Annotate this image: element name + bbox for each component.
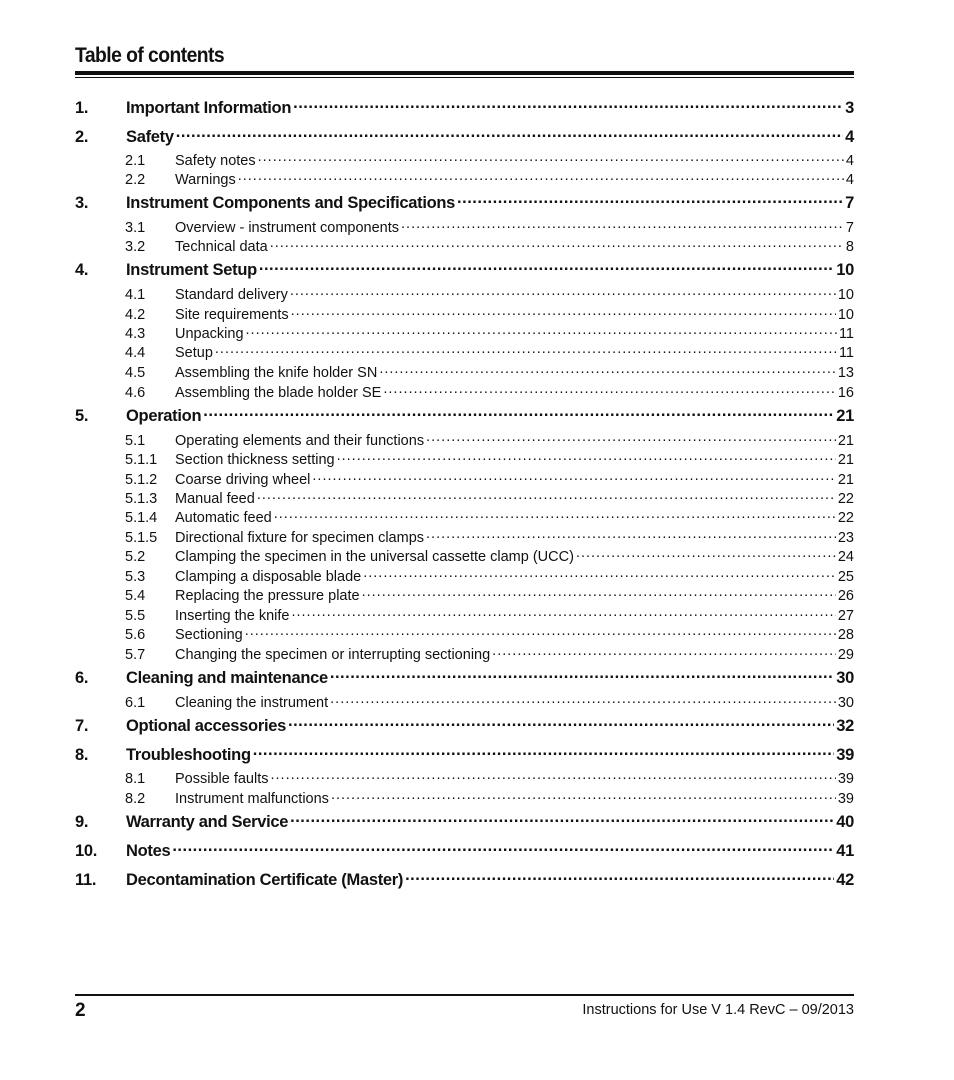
- toc-entry-page: 22: [837, 490, 854, 507]
- toc-section-entry[interactable]: [75, 605, 854, 624]
- toc-entry-page: 42: [836, 870, 854, 889]
- toc-entry-title: Instrument Components and Specifications: [126, 193, 456, 212]
- toc-chapter-entry[interactable]: [75, 404, 854, 426]
- toc-entry-title: Directional fixture for specimen clamps: [175, 529, 425, 546]
- toc-dot-leader: [330, 692, 836, 707]
- toc-dot-leader: [492, 644, 836, 659]
- toc-section-entry[interactable]: [75, 284, 854, 303]
- toc-entry-title: Warranty and Service: [126, 812, 289, 831]
- toc-dot-leader: [383, 382, 836, 397]
- toc-entry-number: 4.2: [125, 306, 146, 323]
- toc-entry-title: Clamping the specimen in the universal cassette clamp (UCC): [175, 548, 574, 565]
- footer-page-number: 2: [75, 1000, 86, 1021]
- toc-entry-number: 1.: [75, 98, 89, 117]
- toc-entry-title: Standard delivery: [175, 286, 288, 303]
- toc-chapter-entry[interactable]: [75, 868, 854, 890]
- toc-entry-page: 3: [845, 98, 854, 117]
- toc-dot-leader: [331, 788, 836, 803]
- toc-entry-title: Sectioning: [175, 626, 243, 643]
- toc-dot-leader: [312, 469, 835, 484]
- toc-entry-number: 5.1.3: [125, 490, 158, 507]
- toc-dot-leader: [293, 96, 843, 113]
- toc-entry-title: Cleaning the instrument: [175, 694, 329, 711]
- toc-entry-page: 30: [837, 694, 854, 711]
- toc-dot-leader: [274, 507, 836, 522]
- toc-entry-page: 41: [836, 841, 854, 860]
- toc-dot-leader: [253, 743, 834, 760]
- toc-entry-number: 3.1: [125, 219, 146, 236]
- toc-entry-number: 5.2: [125, 548, 146, 565]
- toc-entry-page: 39: [837, 790, 854, 807]
- toc-entry-title: Assembling the blade holder SE: [175, 384, 382, 401]
- toc-entry-title: Safety: [126, 127, 174, 146]
- toc-entry-title: Changing the specimen or interrupting sectioning: [175, 646, 491, 663]
- toc-entry-number: 5.5: [125, 607, 146, 624]
- toc-entry-title: Technical data: [175, 238, 268, 255]
- toc-entry-title: Warnings: [175, 171, 236, 188]
- toc-entry-number: 3.2: [125, 238, 146, 255]
- toc-dot-leader: [270, 236, 844, 251]
- toc-entry-page: 28: [837, 626, 854, 643]
- toc-dot-leader: [457, 191, 843, 208]
- toc-entry-title: Possible faults: [175, 770, 269, 787]
- toc-section-entry[interactable]: [75, 585, 854, 604]
- toc-chapter-entry[interactable]: [75, 743, 854, 765]
- toc-entry-title: Overview - instrument components: [175, 219, 400, 236]
- toc-section-entry[interactable]: [75, 469, 854, 488]
- toc-dot-leader: [172, 839, 834, 856]
- toc-chapter-entry[interactable]: [75, 191, 854, 213]
- toc-entry-title: Inserting the knife: [175, 607, 290, 624]
- toc-entry-number: 2.: [75, 127, 89, 146]
- toc-dot-leader: [337, 449, 836, 464]
- toc-entry-number: 5.1.1: [125, 451, 158, 468]
- toc-entry-title: Assembling the knife holder SN: [175, 364, 378, 381]
- toc-entry-number: 5.: [75, 406, 89, 425]
- toc-dot-leader: [246, 323, 837, 338]
- toc-entry-page: 10: [837, 286, 854, 303]
- toc-section-entry[interactable]: [75, 768, 854, 787]
- toc-section-entry[interactable]: [75, 362, 854, 381]
- toc-entry-page: 4: [845, 171, 854, 188]
- toc-section-entry[interactable]: [75, 507, 854, 526]
- toc-entry-number: 8.2: [125, 790, 146, 807]
- toc-dot-leader: [291, 304, 836, 319]
- toc-entry-number: 11.: [75, 870, 97, 889]
- toc-entry-title: Notes: [126, 841, 171, 860]
- toc-entry-page: 10: [836, 260, 854, 279]
- toc-dot-leader: [290, 810, 834, 827]
- toc-chapter-entry[interactable]: [75, 666, 854, 688]
- toc-entry-page: 40: [836, 812, 854, 831]
- toc-entry-page: 21: [837, 432, 854, 449]
- toc-entry-page: 29: [837, 646, 854, 663]
- toc-entry-page: 24: [837, 548, 854, 565]
- toc-section-entry[interactable]: [75, 449, 854, 468]
- toc-section-entry[interactable]: [75, 566, 854, 585]
- toc-dot-leader: [257, 488, 836, 503]
- toc-section-entry[interactable]: [75, 342, 854, 361]
- toc-dot-leader: [291, 605, 835, 620]
- toc-entry-number: 5.6: [125, 626, 146, 643]
- toc-entry-page: 13: [837, 364, 854, 381]
- footer-rule: [75, 994, 854, 996]
- toc-section-entry[interactable]: [75, 323, 854, 342]
- toc-entry-number: 5.7: [125, 646, 146, 663]
- toc-entry-page: 21: [837, 451, 854, 468]
- toc-entry-title: Site requirements: [175, 306, 289, 323]
- toc-entry-number: 2.2: [125, 171, 146, 188]
- toc-chapter-entry[interactable]: [75, 810, 854, 832]
- toc-entry-number: 8.: [75, 745, 89, 764]
- toc-dot-leader: [176, 125, 843, 142]
- page-title: Table of contents: [75, 44, 225, 67]
- toc-section-entry[interactable]: [75, 304, 854, 323]
- toc-entry-page: 11: [838, 325, 854, 342]
- toc-entry-title: Cleaning and maintenance: [126, 668, 328, 687]
- toc-section-entry[interactable]: [75, 488, 854, 507]
- title-rule-thick: [75, 71, 854, 75]
- toc-section-entry[interactable]: [75, 430, 854, 449]
- toc-entry-title: Safety notes: [175, 152, 256, 169]
- toc-entry-number: 5.1.2: [125, 471, 158, 488]
- toc-entry-title: Manual feed: [175, 490, 255, 507]
- toc-entry-page: 26: [837, 587, 854, 604]
- footer-document-info: Instructions for Use V 1.4 RevC – 09/2013: [582, 1002, 854, 1018]
- toc-entry-number: 4.1: [125, 286, 146, 303]
- toc-entry-title: Operating elements and their functions: [175, 432, 425, 449]
- toc-chapter-entry[interactable]: [75, 125, 854, 147]
- toc-entry-number: 10.: [75, 841, 98, 860]
- toc-dot-leader: [426, 527, 836, 542]
- toc-entry-number: 8.1: [125, 770, 146, 787]
- toc-entry-number: 6.: [75, 668, 89, 687]
- toc-entry-page: 32: [836, 716, 854, 735]
- toc-dot-leader: [401, 217, 844, 232]
- toc-dot-leader: [215, 342, 837, 357]
- toc-section-entry[interactable]: [75, 624, 854, 643]
- toc-chapter-entry[interactable]: [75, 714, 854, 736]
- toc-dot-leader: [259, 258, 834, 275]
- toc-entry-title: Instrument Setup: [126, 260, 257, 279]
- toc-dot-leader: [426, 430, 836, 445]
- toc-section-entry[interactable]: [75, 217, 854, 236]
- toc-entry-page: 8: [845, 238, 854, 255]
- toc-entry-page: 10: [837, 306, 854, 323]
- toc-entry-number: 9.: [75, 812, 89, 831]
- toc-section-entry[interactable]: [75, 788, 854, 807]
- toc-entry-title: Automatic feed: [175, 509, 272, 526]
- toc-dot-leader: [288, 714, 834, 731]
- toc-entry-number: 3.: [75, 193, 89, 212]
- toc-entry-title: Important Information: [126, 98, 292, 117]
- toc-dot-leader: [576, 546, 836, 561]
- toc-dot-leader: [379, 362, 836, 377]
- toc-entry-page: 27: [837, 607, 854, 624]
- toc-entry-title: Troubleshooting: [126, 745, 251, 764]
- toc-dot-leader: [330, 666, 834, 683]
- toc-entry-title: Replacing the pressure plate: [175, 587, 360, 604]
- toc-entry-number: 5.4: [125, 587, 146, 604]
- toc-entry-number: 4.4: [125, 344, 146, 361]
- toc-entry-title: Decontamination Certificate (Master): [126, 870, 404, 889]
- toc-dot-leader: [290, 284, 836, 299]
- toc-entry-page: 4: [845, 152, 854, 169]
- toc-dot-leader: [238, 169, 844, 184]
- toc-dot-leader: [271, 768, 836, 783]
- toc-dot-leader: [245, 624, 836, 639]
- toc-section-entry[interactable]: [75, 527, 854, 546]
- toc-section-entry[interactable]: [75, 236, 854, 255]
- toc-entry-number: 4.: [75, 260, 89, 279]
- toc-dot-leader: [362, 585, 836, 600]
- toc-dot-leader: [363, 566, 836, 581]
- toc-entry-number: 5.3: [125, 568, 146, 585]
- toc-entry-page: 30: [836, 668, 854, 687]
- toc-entry-title: Unpacking: [175, 325, 244, 342]
- toc-entry-title: Operation: [126, 406, 202, 425]
- toc-entry-page: 39: [836, 745, 854, 764]
- toc-entry-page: 16: [837, 384, 854, 401]
- toc-entry-title: Optional accessories: [126, 716, 286, 735]
- toc-entry-title: Setup: [175, 344, 213, 361]
- toc-entry-page: 4: [845, 127, 854, 146]
- toc-dot-leader: [258, 150, 844, 165]
- toc-section-entry[interactable]: [75, 692, 854, 711]
- toc-section-entry[interactable]: [75, 382, 854, 401]
- toc-entry-number: 7.: [75, 716, 89, 735]
- toc-entry-title: Clamping a disposable blade: [175, 568, 362, 585]
- toc-section-entry[interactable]: [75, 150, 854, 169]
- title-rule-thin: [75, 77, 854, 78]
- toc-entry-number: 5.1.5: [125, 529, 158, 546]
- toc-entry-page: 11: [838, 344, 854, 361]
- toc-entry-page: 25: [837, 568, 854, 585]
- toc-entry-number: 4.3: [125, 325, 146, 342]
- toc-entry-number: 5.1.4: [125, 509, 158, 526]
- toc-chapter-entry[interactable]: [75, 839, 854, 861]
- toc-entry-page: 21: [836, 406, 854, 425]
- toc-section-entry[interactable]: [75, 644, 854, 663]
- toc-entry-title: Section thickness setting: [175, 451, 335, 468]
- toc-entry-page: 7: [845, 193, 854, 212]
- toc-section-entry[interactable]: [75, 169, 854, 188]
- toc-entry-number: 4.5: [125, 364, 146, 381]
- toc-dot-leader: [203, 404, 834, 421]
- toc-entry-number: 4.6: [125, 384, 146, 401]
- toc-entry-page: 39: [837, 770, 854, 787]
- toc-chapter-entry[interactable]: [75, 96, 854, 118]
- toc-section-entry[interactable]: [75, 546, 854, 565]
- toc-entry-number: 2.1: [125, 152, 146, 169]
- toc-entry-page: 7: [845, 219, 854, 236]
- toc-entry-number: 6.1: [125, 694, 146, 711]
- toc-dot-leader: [405, 868, 834, 885]
- toc-entry-number: 5.1: [125, 432, 146, 449]
- toc-entry-page: 22: [837, 509, 854, 526]
- toc-entry-title: Instrument malfunctions: [175, 790, 329, 807]
- toc-entry-title: Coarse driving wheel: [175, 471, 311, 488]
- toc-chapter-entry[interactable]: [75, 258, 854, 280]
- toc-entry-page: 23: [837, 529, 854, 546]
- toc-entry-page: 21: [837, 471, 854, 488]
